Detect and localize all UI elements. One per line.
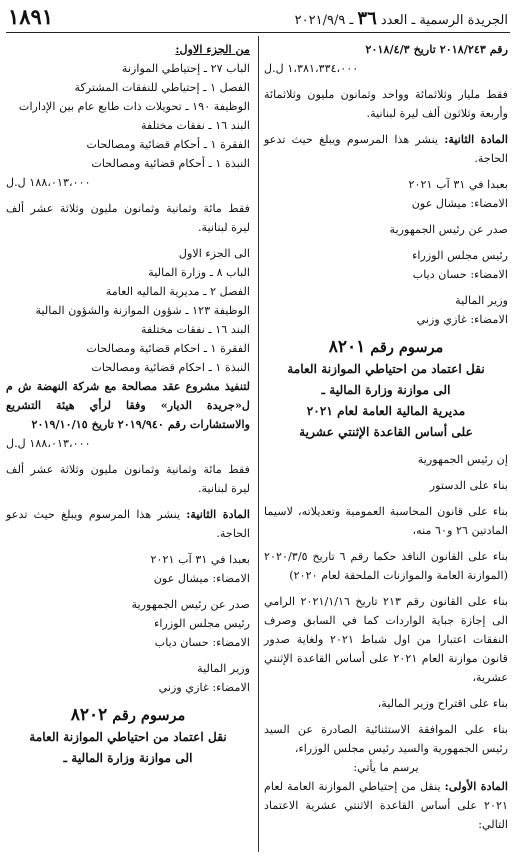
signature-president: الامضاء: ميشال عون	[411, 197, 508, 210]
decree-heading	[6, 704, 250, 727]
preamble-line: بناء على الدستور	[429, 479, 508, 492]
signature-president: الامضاء: ميشال عون	[153, 572, 250, 585]
budget-item: الفقرة ١ ـ احكام قضائية ومصالحات	[86, 342, 250, 355]
running-head	[295, 8, 508, 29]
decree-title-line: نقل اعتماد من احتياطي الموازنة العامة	[29, 730, 227, 744]
decrees-line: يرسم ما يأتي:	[353, 761, 419, 774]
decree-title-line: الى موازنة وزارة المالية ـ	[321, 383, 451, 397]
finance-minister: وزير المالية	[197, 662, 250, 675]
decree-title-line: على أساس القاعدة الإثنتي عشرية	[299, 425, 473, 439]
signature-pm: الامضاء: حسان دياب	[154, 636, 250, 649]
budget-item: الفصل ٢ ـ مديرية الماليه العامة	[105, 285, 250, 298]
issued-by: صدر عن رئيس الجمهورية	[131, 598, 250, 611]
budget-item: البند ١٦ ـ نفقات مختلفة	[140, 119, 250, 132]
page-number: ١٨٩١	[8, 4, 54, 29]
decree-heading	[264, 336, 508, 359]
article-2-label: المادة الثانية:	[186, 507, 250, 521]
amount: ١،٣٨١،٣٣٤،٠٠٠ ل.ل	[264, 62, 359, 75]
budget-item: الباب ٨ ـ وزارة المالية	[148, 266, 250, 279]
to-part: الى الجزء الاول	[178, 247, 250, 260]
left-column	[6, 40, 250, 769]
prime-minister: رئيس مجلس الوزراء	[412, 249, 508, 262]
page-header	[6, 4, 510, 33]
amount-words: فقط مائة وثمانية وثمانون مليون وثلاثة عشر ألف ليرة لبنانية.	[6, 202, 250, 234]
signature-finance: الامضاء: غازي وزني	[416, 313, 508, 326]
preamble-line: بناء على اقتراح وزير المالية،	[377, 697, 508, 710]
preamble-line: بناء على قانون المحاسبة العمومية وتعديلاته، لاسيما المادتين ٢٦ و٦٠ منه،	[264, 505, 508, 537]
implementation-note: لتنفيذ مشروع عقد مصالحة مع شركة النهضة ش م ل«جريدة الديار» وفقا لرأي هيئة التشريع والاستشارات رقم ٢٠١٩/٩٤٠ تاريخ ٢٠١٩/١٠/١٥	[6, 379, 250, 431]
preamble-line: بناء على القانون رقم ٢١٣ تاريخ ٢٠٢١/١/١٦ الرامي الى إجازة جباية الواردات كما في السابق وصرف النفقات اعتبارا من اول شباط ٢٠٢١ ولغاية صدور قانون موازنة العام ٢٠٢١ على أساس القاعدة الإثنتي عشرية،	[264, 595, 509, 684]
place-date: بعبدا في ٣١ آب ٢٠٢١	[150, 553, 250, 566]
decree-title-line: نقل اعتماد من احتياطي الموازنة العامة	[287, 362, 485, 376]
journal-name: الجريدة الرسمية ـ العدد	[380, 13, 508, 28]
budget-item: الباب ٢٧ ـ إحتياطي الموازنة	[121, 62, 250, 75]
decree-title-line: مديرية المالية العامة لعام ٢٠٢١	[306, 404, 466, 418]
decree-heading-label: مرسوم رقم	[370, 339, 444, 356]
budget-item: الفصل ١ ـ إحتياطي للنفقات المشتركة	[74, 81, 250, 94]
budget-item: البند ١٦ ـ نفقات مختلفة	[140, 323, 250, 336]
prime-minister: رئيس مجلس الوزراء	[154, 617, 250, 630]
article-2	[6, 505, 250, 543]
decree-reference: رقم ٢٠١٨/٢٤٣ تاريخ ٢٠١٨/٤/٣	[365, 42, 508, 56]
decree-number: ٨٢٠١	[328, 337, 366, 357]
budget-item: النبذة ١ ـ أحكام قضائية ومصالحات	[91, 157, 250, 170]
signature-finance: الامضاء: غازي وزني	[158, 681, 250, 694]
place-date: بعبدا في ٣١ آب ٢٠٢١	[408, 178, 508, 191]
amount: ١٨٨،٠١٣،٠٠٠ ل.ل	[6, 437, 91, 450]
preamble-line: بناء على الموافقة الاستثنائية الصادرة عن السيد رئيس الجمهورية والسيد رئيس مجلس الوزراء،	[264, 723, 508, 755]
article-1-text: ينقل من إحتياطي الموازنة العامة لعام ٢٠٢١ على أساس القاعدة الاثنتي عشرية الاعتماد التالي:	[264, 780, 508, 831]
amount-words: فقط مليار وثلاثمائة وواحد وثمانون مليون وثلاثمائة وأربعة وثلاثون ألف ليرة لبنانية.	[264, 88, 508, 120]
amount-words: فقط مائة وثمانية وثمانون مليون وثلاثة عشر ألف ليرة لبنانية.	[6, 463, 250, 495]
finance-minister: وزير المالية	[455, 294, 508, 307]
right-column	[264, 40, 508, 834]
decree-heading-label: مرسوم رقم	[112, 707, 186, 724]
issued-by: صدر عن رئيس الجمهورية	[389, 223, 508, 236]
article-2-text: ينشر هذا المرسوم ويبلغ حيث تدعو الحاجة.	[264, 133, 508, 165]
budget-item: النبذة ١ ـ احكام قضائية ومصالحات	[91, 361, 250, 374]
preamble-line: بناء على القانون النافذ حكما رقم ٦ تاريخ ٢٠٢٠/٣/٥ (الموازنة العامة والموازنات الملحقة لعام ٢٠٢٠)	[264, 550, 508, 582]
decree-title-line: الى موازنة وزارة المالية ـ	[63, 751, 193, 765]
article-2	[264, 130, 508, 168]
issue-date: ـ ٢٠٢١/٩/٩	[294, 13, 354, 28]
preamble-line: إن رئيس الجمهورية	[417, 453, 508, 466]
article-2-label: المادة الثانية:	[444, 132, 508, 146]
signature-pm: الامضاء: حسان دياب	[412, 268, 508, 281]
decree-number: ٨٢٠٢	[70, 705, 108, 725]
column-divider	[258, 36, 259, 852]
article-1-label: المادة الأولى:	[444, 779, 508, 793]
issue-number: ٣٦	[357, 8, 377, 29]
amount: ١٨٨،٠١٣،٠٠٠ ل.ل	[6, 176, 91, 189]
budget-item: الوظيفة ١٢٣ ـ شؤون الموازنة والشؤون المالية	[35, 304, 250, 317]
from-part: من الجزء الاول:	[175, 42, 250, 56]
budget-item: الوظيفة ١٩٠ ـ تحويلات ذات طابع عام بين الإدارات	[18, 100, 250, 113]
article-1	[264, 777, 508, 834]
budget-item: الفقرة ١ ـ أحكام قضائية ومصالحات	[86, 138, 250, 151]
article-2-text: ينشر هذا المرسوم ويبلغ حيث تدعو الحاجة.	[6, 508, 250, 540]
